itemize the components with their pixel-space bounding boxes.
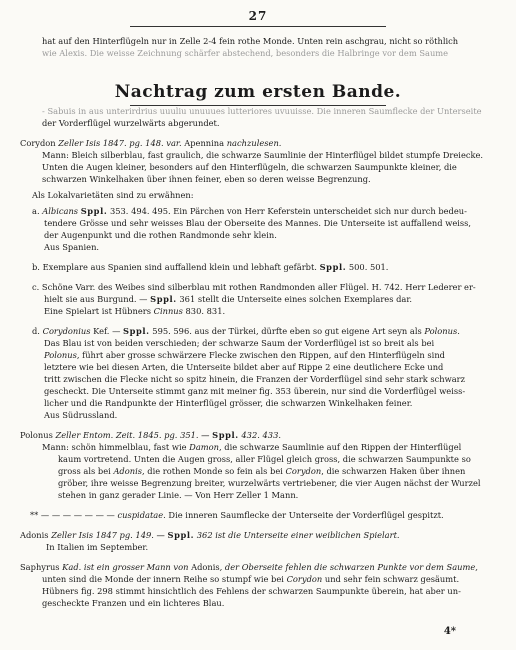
text-segment: 361 stellt die Unterseite eines solchen Exemplares dar.	[176, 294, 413, 304]
text-segment: hielt sie aus Burgund. —	[44, 294, 151, 304]
text-segment: Adonis	[191, 562, 220, 572]
species-name: 432. 433.	[238, 430, 281, 440]
text-line: hat auf den Hinterflügeln nur in Zelle 2-4 fein rothe Monde. Unten rein aschgrau, nicht so röthlich	[42, 36, 459, 46]
text-line	[44, 306, 225, 316]
text-segment: Saphyrus	[20, 562, 60, 572]
text-segment: Eine Spielart ist Hübners	[44, 306, 154, 316]
text-segment: , die rothen Monde so fein als bei	[142, 466, 286, 476]
species-name: Polonus	[44, 350, 77, 360]
text-line	[58, 466, 465, 476]
text-segment: Apennina	[184, 138, 225, 148]
species-name: cuspidatae	[117, 510, 164, 520]
species-name: Cinnus	[153, 306, 183, 316]
text-segment: gross als bei	[58, 466, 114, 476]
text-segment: d.	[32, 326, 43, 336]
supplement-ref: Sppl.	[123, 326, 150, 336]
text-line: kaum vortretend. Unten die Augen gross, aller Flügel gleich gross, die schwarzen Saumpunkte so	[58, 454, 471, 464]
supplement-ref: Sppl.	[80, 206, 108, 216]
text-line	[32, 262, 388, 272]
signature-mark: 4*	[443, 626, 456, 637]
text-segment: Polonus	[20, 430, 53, 440]
text-segment: Adonis	[20, 530, 49, 540]
text-line: letztere wie bei diesen Arten, die Unterseite bildet aber auf Rippe 2 eine deutlichere Ecke und	[44, 362, 444, 372]
text-line: gescheckte Franzen und ein lichteres Blau.	[42, 598, 225, 608]
page-number: 27	[248, 9, 268, 23]
species-name: Zeller Isis 1847 pg. 149. —	[48, 530, 168, 540]
text-line: In Italien im September.	[46, 542, 149, 552]
text-line: c. Schöne Varr. des Weibes sind silberblau mit rothen Randmonden aller Flügel. H. 742. Herr Lederer er-	[32, 282, 476, 292]
text-line: - Sabuis in aus unterirdrius uuuliu unuuues lutteriores uvuuisse. Die inneren Saumflecke der Unterseite	[42, 106, 482, 116]
text-line	[42, 574, 459, 584]
text-segment: ** — — — — — — —	[30, 510, 118, 520]
text-segment: und sehr fein schwarz gesäumt.	[322, 574, 460, 584]
species-name: Zeller Isis 1847. pg. 148. var.	[55, 138, 185, 148]
text-segment: .	[457, 326, 460, 336]
text-segment: 595. 596. aus der Türkei, dürfte eben so gut eigene Art seyn als	[149, 326, 425, 336]
text-segment: , die schwarzen Haken über ihnen	[321, 466, 466, 476]
text-line	[32, 326, 460, 336]
text-segment: , die schwarze Saumlinie auf den Rippen der Hinterflügel	[218, 442, 462, 452]
text-line: Hübners fig. 298 stimmt hinsichtlich des Fehlens der schwarzen Saumpunkte überein, hat aber un-	[42, 586, 461, 596]
text-line	[44, 294, 412, 304]
text-line	[42, 442, 461, 452]
text-line: gröber, ihre weisse Begrenzung breiter, wurzelwärts vertriebener, die vier Augen nächst der Wurzel	[58, 478, 481, 488]
text-line: Aus Südrussland.	[44, 410, 118, 420]
species-name: Polonus	[424, 326, 458, 336]
text-segment: a.	[32, 206, 43, 216]
text-line	[20, 562, 478, 572]
text-line	[20, 138, 281, 148]
text-segment: 353. 494. 495. Ein Pärchen von Herr Keferstein unterscheidet sich nur durch bedeu-	[107, 206, 467, 216]
text-line: der Vorderflügel wurzelwärts abgerundet.	[42, 118, 220, 128]
text-line: Aus Spanien.	[44, 242, 100, 252]
text-line	[30, 510, 444, 520]
text-segment: 500. 501.	[346, 262, 389, 272]
species-name: Kad. ist ein grosser Mann von	[59, 562, 192, 572]
text-segment: . Die inneren Saumflecke der Unterseite der Vorderflügel gespitzt.	[163, 510, 444, 520]
text-line: tendere Grösse und sehr weisses Blau der Oberseite des Mannes. Die Unterseite ist auffallend weiss,	[44, 218, 472, 228]
species-name: Albicans	[42, 206, 79, 216]
supplement-ref: Sppl.	[319, 262, 347, 272]
supplement-ref: Sppl.	[150, 294, 177, 304]
text-line: schwarzen Winkelhaken über ihnen feiner, eben so deren weisse Begrenzung.	[42, 174, 371, 184]
text-line: licher und die Randpunkte der Hinterflügel grösser, die schwarzen Winkelhaken feiner.	[44, 398, 413, 408]
text-line	[20, 530, 400, 540]
text-segment: , führt aber grosse schwärzere Flecke zwischen den Rippen, auf den Hinterflügeln sind	[76, 350, 445, 360]
species-name: Corydon	[286, 574, 323, 584]
species-name: Corydonius	[42, 326, 91, 336]
text-line: der Augenpunkt und die rothen Randmonde sehr klein.	[44, 230, 277, 240]
text-line	[20, 430, 281, 440]
supplement-ref: Sppl.	[167, 530, 195, 540]
text-line: tritt zwischen die Flecke nicht so spitz hinein, die Franzen der Vorderflügel sind sehr stark schwarz	[44, 374, 466, 384]
text-segment: Kef. —	[90, 326, 124, 336]
text-segment: 830. 831.	[182, 306, 226, 316]
supplement-ref: Sppl.	[212, 430, 239, 440]
text-line: Mann: Bleich silberblau, fast graulich, die schwarze Saumlinie der Hinterflügel bildet stumpfe Dreiecke.	[42, 150, 484, 160]
species-name: nachzulesen.	[224, 138, 282, 148]
species-name: , der Oberseite fehlen die schwarzen Punkte vor dem Saume,	[219, 562, 478, 572]
text-line: Das Blau ist von beiden verschieden; der schwarze Saum der Vorderflügel ist so breit als bei	[44, 338, 435, 348]
header-rule	[130, 26, 386, 27]
text-line: Unten die Augen kleiner, besonders auf den Hinterflügeln, die schwarzen Saumpunkte kleiner, die	[42, 162, 457, 172]
text-line: Als Lokalvarietäten sind zu erwähnen:	[32, 190, 194, 200]
text-segment: Corydon	[20, 138, 56, 148]
text-segment: b. Exemplare aus Spanien sind auffallend klein und lebhaft gefärbt.	[32, 262, 320, 272]
text-line: stehen in ganz gerader Linie. — Von Herr Zeller 1 Mann.	[58, 490, 299, 500]
text-line	[44, 350, 445, 360]
species-name: Zeller Entom. Zeit. 1845. pg. 351. —	[52, 430, 213, 440]
species-name: 362 ist die Unterseite einer weiblichen Spielart.	[194, 530, 400, 540]
text-segment: Mann: schön himmelblau, fast wie	[42, 442, 190, 452]
species-name: Corydon	[285, 466, 322, 476]
text-line	[32, 206, 467, 216]
text-line: wie Alexis. Die weisse Zeichnung schärfer abstechend, besonders die Halbringe vor dem Saume	[42, 48, 449, 58]
text-line: gescheckt. Die Unterseite stimmt ganz mit meiner fig. 353 überein, nur sind die Vorderflügel weiss-	[44, 386, 466, 396]
text-segment: unten sind die Monde der innern Reihe so stumpf wie bei	[42, 574, 287, 584]
species-name: Damon	[189, 442, 219, 452]
section-heading: Nachtrag zum ersten Bande.	[114, 82, 402, 102]
species-name: Adonis	[113, 466, 142, 476]
